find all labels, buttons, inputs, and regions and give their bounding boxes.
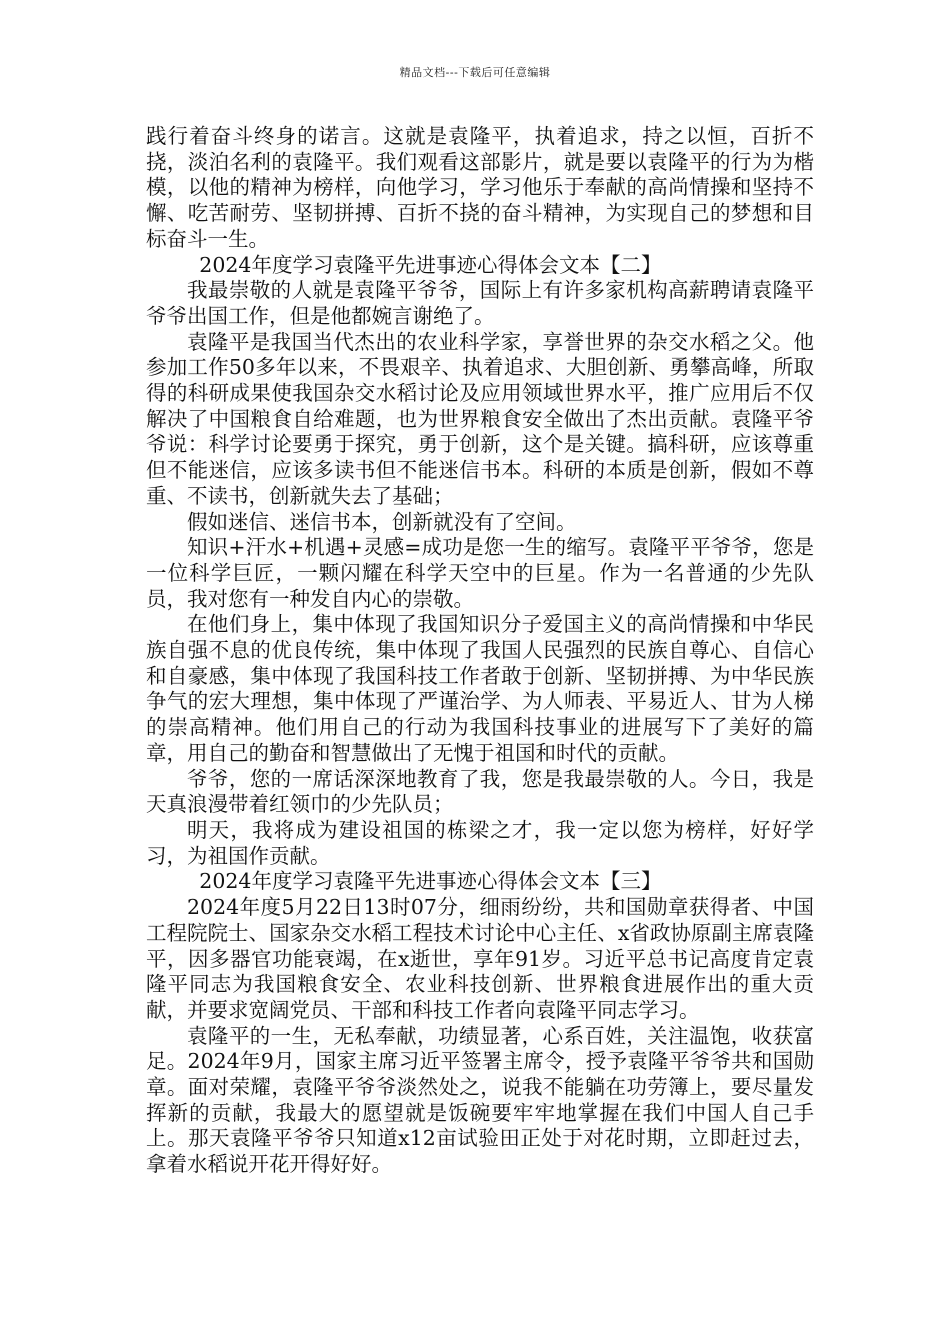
paragraph: 2024年度5月22日13时07分，细雨纷纷，共和国勋章获得者、中国工程院院士、国家杂交水稻工程技术讨论中心主任、x省政协原副主席袁隆平，因多器官功能衰竭，在x逝世，享年91岁。习近平总书记高度肯定袁隆平同志为我国粮食安全、农业科技创新、世界粮食进展作出的重大贡献，并要求宽阔党员、干部和科技工作者向袁隆平同志学习。 bbox=[146, 895, 814, 1022]
document-body bbox=[146, 124, 814, 1178]
paragraph: 袁隆平是我国当代杰出的农业科学家，享誉世界的杂交水稻之父。他参加工作50多年以来，不畏艰辛、执着追求、大胆创新、勇攀高峰，所取得的科研成果使我国杂交水稻讨论及应用领域世界水平，推广应用后不仅解决了中国粮食自给难题，也为世界粮食安全做出了杰出贡献。袁隆平爷爷说：科学讨论要勇于探究，勇于创新，这个是关键。搞科研，应该尊重但不能迷信，应该多读书但不能迷信书本。科研的本质是创新，假如不尊重、不读书，创新就失去了基础； bbox=[146, 329, 814, 508]
paragraph: 爷爷，您的一席话深深地教育了我，您是我最崇敬的人。今日，我是天真浪漫带着红领巾的少先队员； bbox=[146, 766, 814, 817]
paragraph: 在他们身上，集中体现了我国知识分子爱国主义的高尚情操和中华民族自强不息的优良传统，集中体现了我国人民强烈的民族自尊心、自信心和自豪感，集中体现了我国科技工作者敢于创新、坚韧拼搏、为中华民族争气的宏大理想，集中体现了严谨治学、为人师表、平易近人、甘为人梯的崇高精神。他们用自己的行动为我国科技事业的进展写下了美好的篇章，用自己的勤奋和智慧做出了无愧于祖国和时代的贡献。 bbox=[146, 612, 814, 765]
paragraph: 假如迷信、迷信书本，创新就没有了空间。 bbox=[187, 509, 577, 534]
paragraph: 知识+汗水+机遇+灵感=成功是您一生的缩写。袁隆平平爷爷，您是一位科学巨匠，一颗闪耀在科学天空中的巨星。作为一名普通的少先队员，我对您有一种发自内心的崇敬。 bbox=[146, 535, 814, 611]
paragraph: 袁隆平的一生，无私奉献，功绩显著，心系百姓，关注温饱，收获富足。2024年9月，国家主席习近平签署主席令，授予袁隆平爷爷共和国勋章。面对荣耀，袁隆平爷爷淡然处之，说我不能躺在功劳簿上，要尽量发挥新的贡献，我最大的愿望就是饭碗要牢牢地掌握在我们中国人自己手上。那天袁隆平爷爷只知道x12亩试验田正处于对花时期，立即赶过去，拿着水稻说开花开得好好。 bbox=[146, 1023, 814, 1177]
paragraph-continuation: 践行着奋斗终身的诺言。这就是袁隆平，执着追求，持之以恒，百折不挠，淡泊名利的袁隆平。我们观看这部影片，就是要以袁隆平的行为为楷模，以他的精神为榜样，向他学习，学习他乐于奉献的高尚情操和坚持不懈、吃苦耐劳、坚韧拼搏、百折不挠的奋斗精神，为实现自己的梦想和目标奋斗一生。 bbox=[146, 124, 814, 251]
section-title-2: 2024年度学习袁隆平先进事迹心得体会文本【二】 bbox=[199, 252, 662, 277]
section-title-3: 2024年度学习袁隆平先进事迹心得体会文本【三】 bbox=[199, 869, 662, 894]
paragraph: 我最崇敬的人就是袁隆平爷爷，国际上有许多家机构高薪聘请袁隆平爷爷出国工作，但是他都婉言谢绝了。 bbox=[146, 278, 814, 328]
page-header: 精品文档---下载后可任意编辑 bbox=[399, 66, 551, 79]
paragraph: 明天，我将成为建设祖国的栋梁之才，我一定以您为榜样，好好学习，为祖国作贡献。 bbox=[146, 817, 814, 868]
